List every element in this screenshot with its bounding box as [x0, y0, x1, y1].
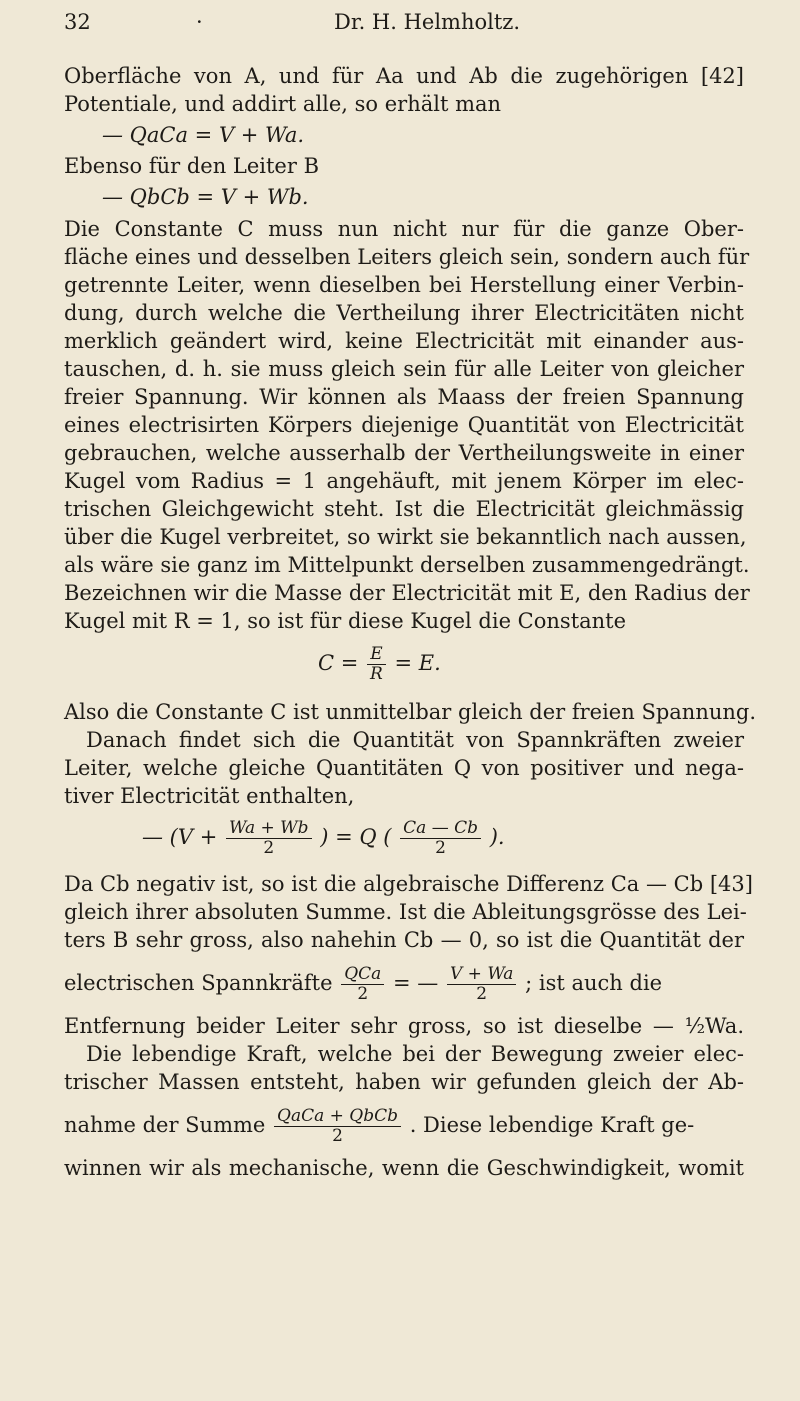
eq5-numerator-2: V + Wa — [447, 965, 516, 985]
eq3-denominator: R — [370, 664, 383, 684]
text-line: Leiter, welche gleiche Quantitäten Q von positiver und nega- — [64, 756, 744, 780]
text-line: merklich geändert wird, keine Electricität mit einander aus- — [64, 329, 744, 353]
eq6-numerator: QaCa + QbCb — [274, 1107, 401, 1127]
eq4-fraction-2 — [400, 819, 481, 858]
text-line: Bezeichnen wir die Masse der Electricität mit E, den Radius der — [64, 581, 750, 605]
text-line: Kugel mit R = 1, so ist für diese Kugel die Constante — [64, 609, 627, 633]
eq5-fraction-2 — [447, 965, 516, 1004]
text-line: Kugel vom Radius = 1 angehäuft, mit jenem Körper im elec- — [64, 469, 744, 493]
text-line: dung, durch welche die Vertheilung ihrer Electricitäten nicht — [64, 301, 744, 325]
text-line: ters B sehr gross, also nahehin Cb — 0, so ist die Quantität der — [64, 928, 744, 952]
header-separator: · — [196, 10, 203, 34]
text-line: trischer Massen entsteht, haben wir gefunden gleich der Ab- — [64, 1070, 744, 1094]
eq5-denominator-2: 2 — [476, 984, 488, 1004]
text-line: über die Kugel verbreitet, so wirkt sie bekanntlich nach aussen, — [64, 525, 747, 549]
equation-4 — [142, 812, 505, 862]
eq6-fraction — [274, 1107, 401, 1146]
text-line-with-equation — [64, 960, 744, 1006]
text-line: als wäre sie ganz im Mittelpunkt derselben zusammengedrängt. — [64, 553, 750, 577]
inline-text: ; ist auch die — [525, 971, 663, 995]
text-line: Da Cb negativ ist, so ist die algebraische Differenz Ca — Cb [43] — [64, 872, 753, 896]
text-line: Die lebendige Kraft, welche bei der Bewegung zweier elec- — [86, 1042, 744, 1066]
equation-1: — QaCa = V + Wa. — [102, 123, 305, 147]
equation-3 — [318, 638, 441, 688]
text-line: freier Spannung. Wir können als Maass der freien Spannung — [64, 385, 744, 409]
text-line: eines electrisirten Körpers diejenige Quantität von Electricität — [64, 413, 744, 437]
eq5-numerator-1: QCa — [341, 965, 384, 985]
eq4-numerator-2: Ca — Cb — [400, 819, 481, 839]
eq4-denominator-1: 2 — [263, 838, 275, 858]
eq4-middle: ) = Q ( — [320, 825, 392, 849]
page-header — [64, 10, 744, 44]
eq6-denominator: 2 — [332, 1126, 343, 1146]
text-line: fläche eines und desselben Leiters gleich sein, sondern auch für — [64, 245, 750, 269]
eq5-fraction-1 — [341, 965, 384, 1004]
running-title: Dr. H. Helmholtz. — [334, 10, 521, 34]
inline-text: nahme der Summe — [64, 1113, 266, 1137]
text-line: Entfernung beider Leiter sehr gross, so ist dieselbe — ½Wa. — [64, 1014, 744, 1038]
equation-2: — QbCb = V + Wb. — [102, 185, 309, 209]
text-line-with-equation — [64, 1102, 744, 1148]
eq4-end: ). — [489, 825, 505, 849]
text-line: Also die Constante C ist unmittelbar gleich der freien Spannung. — [64, 700, 757, 724]
text-line: getrennte Leiter, wenn dieselben bei Herstellung einer Verbin- — [64, 273, 744, 297]
eq4-fraction-1 — [226, 819, 312, 858]
text-line: tiver Electricität enthalten, — [64, 784, 355, 808]
eq5-middle: = — — [393, 971, 439, 995]
text-line: tauschen, d. h. sie muss gleich sein für alle Leiter von gleicher — [64, 357, 744, 381]
inline-text: electrischen Spannkräfte — [64, 971, 333, 995]
text-line: Danach findet sich die Quantität von Spannkräften zweier — [86, 728, 744, 752]
eq3-right: = E. — [394, 651, 441, 675]
text-line: Die Constante C muss nun nicht nur für die ganze Ober- — [64, 217, 744, 241]
page-number: 32 — [64, 10, 91, 34]
eq3-left: C = — [318, 651, 359, 675]
eq3-numerator: E — [367, 645, 386, 665]
text-line: trischen Gleichgewicht steht. Ist die Electricität gleichmässig — [64, 497, 744, 521]
text-line: Ebenso für den Leiter B — [64, 154, 320, 178]
text-line: gleich ihrer absoluten Summe. Ist die Ableitungsgrösse des Lei- — [64, 900, 747, 924]
eq4-left: — (V + — [142, 825, 218, 849]
text-line: Potentiale, und addirt alle, so erhält man — [64, 92, 502, 116]
eq4-numerator-1: Wa + Wb — [226, 819, 312, 839]
eq4-denominator-2: 2 — [435, 838, 446, 858]
text-line: gebrauchen, welche ausserhalb der Vertheilungsweite in einer — [64, 441, 744, 465]
inline-text: . Diese lebendige Kraft ge- — [409, 1113, 695, 1137]
text-line: Oberfläche von A, und für Aa und Ab die zugehörigen [42] — [64, 64, 744, 88]
eq5-denominator-1: 2 — [357, 984, 369, 1004]
text-line: winnen wir als mechanische, wenn die Geschwindigkeit, womit — [64, 1156, 744, 1180]
eq3-fraction — [367, 645, 386, 684]
